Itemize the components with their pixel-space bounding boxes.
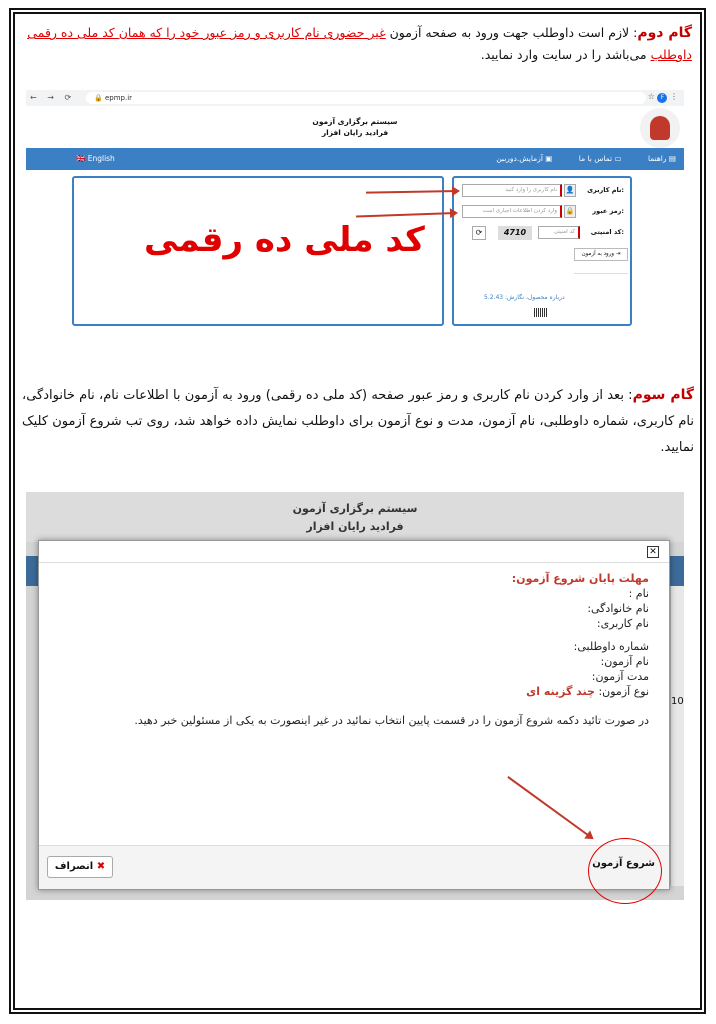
cancel-button[interactable]	[47, 856, 113, 878]
step3-text: : بعد از وارد کردن نام کاربری و رمز عبور صفحه (کد ملی ده رقمی) ورود به آزمون با اطلاعات نام، نام خانوادگی، نام کاربری، شماره داوطلبی، نام آزمون، مدت و نوع آزمون برای داوطلب نمایش داده خواهد شد، روی تب شروع آزمون کلیک نمایید.	[22, 388, 694, 455]
step2-text-before: : لازم است داوطلب جهت ورود به صفحه آزمون	[385, 25, 638, 40]
exam-type-label: نوع آزمون:	[598, 685, 649, 698]
nav-contact[interactable]: ▭ تماس با ما	[578, 154, 622, 163]
site-logo	[640, 108, 680, 148]
dialog-footer	[39, 845, 669, 889]
nav-mock-exam-label: آزمایش.دورببن	[496, 154, 543, 163]
exam-type-row	[59, 684, 649, 699]
username-label: نام کاربری:	[587, 186, 624, 194]
step2-text-after: می‌باشد را در سایت وارد نمایید.	[480, 47, 651, 62]
step3-paragraph	[22, 382, 694, 461]
password-field[interactable]: وارد کردن اطلاعات اجباری است	[462, 205, 562, 218]
background-side-panel	[670, 586, 684, 886]
exam-site-subtitle: فرادید رایان افزار	[306, 520, 404, 533]
cancel-icon: ✖	[96, 861, 106, 872]
candidate-number-label: شماره داوطلبی:	[573, 640, 649, 653]
exam-site-header	[26, 492, 684, 542]
captcha-image: 4710	[498, 226, 532, 240]
username-field[interactable]: نام کاربری را وارد کنید	[462, 184, 562, 197]
site-subtitle: فرادید رایان افزار	[321, 128, 389, 137]
lock-icon: 🔒	[564, 205, 576, 218]
info-panel	[72, 176, 444, 326]
site-navbar	[26, 148, 684, 170]
name-label: نام :	[628, 587, 649, 600]
nav-guide[interactable]: ▤ راهنما	[647, 154, 676, 163]
exam-type-value: چند گزینه ای	[526, 685, 595, 698]
exam-name-label: نام آزمون:	[600, 655, 649, 668]
nav-contact-label: تماس با ما	[578, 154, 613, 163]
step2-paragraph	[22, 22, 692, 66]
exam-confirm-dialog	[38, 540, 670, 890]
login-button-label: ورود به آزمون	[581, 251, 615, 257]
nav-guide-label: راهنما	[647, 154, 667, 163]
barcode-icon	[534, 308, 548, 317]
version-text: درباره محصول، نگارش: 5.2.43	[484, 294, 565, 301]
browser-toolbar	[26, 90, 684, 106]
step2-highlight: غیر حضوری نام کاربری و رمز عبور خود را که همان کد ملی ده رقمی داوطلب	[27, 25, 692, 62]
dialog-body	[59, 571, 649, 728]
url-text: epmp.ir	[104, 94, 133, 102]
site-header	[26, 106, 684, 148]
profile-icon[interactable]: F	[657, 93, 667, 103]
username-label: نام کاربری:	[596, 617, 649, 630]
login-form	[452, 176, 632, 326]
step2-title: گام دوم	[637, 25, 692, 41]
address-bar[interactable]: 🔒 epmp.ir	[86, 92, 646, 104]
language-select[interactable]	[574, 266, 628, 274]
cancel-button-label: انصراف	[54, 861, 94, 872]
user-icon: 👤	[564, 184, 576, 197]
exam-start-screenshot	[26, 492, 684, 900]
exam-site-title: سیستم برگزاری آزمون	[292, 502, 418, 515]
browser-nav-icons[interactable]: ← → ⟳	[30, 93, 76, 102]
dialog-note: در صورت تائید دکمه شروع آزمون را در قسمت پایین انتخاب نمائید در غیر اینصورت به یکی از مسئولین خبر دهید.	[134, 714, 649, 727]
deadline-label: مهلت پایان شروع آزمون:	[511, 572, 649, 585]
login-button[interactable]: ⇥ ورود به آزمون	[574, 248, 628, 261]
close-icon[interactable]: ✕	[647, 546, 659, 558]
nav-mock-exam[interactable]: ▣ آزمایش.دورببن	[496, 154, 553, 163]
nav-english[interactable]: 🇬🇧 English	[76, 154, 115, 163]
side-value: 10	[671, 696, 684, 707]
login-screenshot	[26, 90, 684, 330]
captcha-field[interactable]: کد امنیتی	[538, 226, 580, 239]
dialog-titlebar	[39, 541, 669, 563]
captcha-label: کد امنیتی:	[590, 228, 624, 236]
browser-actions[interactable]: ☆ F ⋮	[647, 92, 678, 101]
duration-label: مدت آزمون:	[591, 670, 649, 683]
start-exam-button[interactable]: شروع آزمون	[592, 858, 655, 869]
site-title: سیستم برگزاری آزمون	[312, 117, 398, 126]
national-id-callout: کد ملی ده رقمی	[144, 220, 425, 260]
start-button-highlight-circle	[588, 838, 662, 904]
nav-menu	[472, 148, 676, 170]
nav-english-label: English	[87, 154, 115, 163]
step3-title: گام سوم	[632, 387, 694, 403]
family-label: نام خانوادگی:	[587, 602, 649, 615]
password-label: رمز عبور:	[592, 207, 624, 215]
refresh-icon[interactable]: ⟳	[472, 226, 486, 240]
